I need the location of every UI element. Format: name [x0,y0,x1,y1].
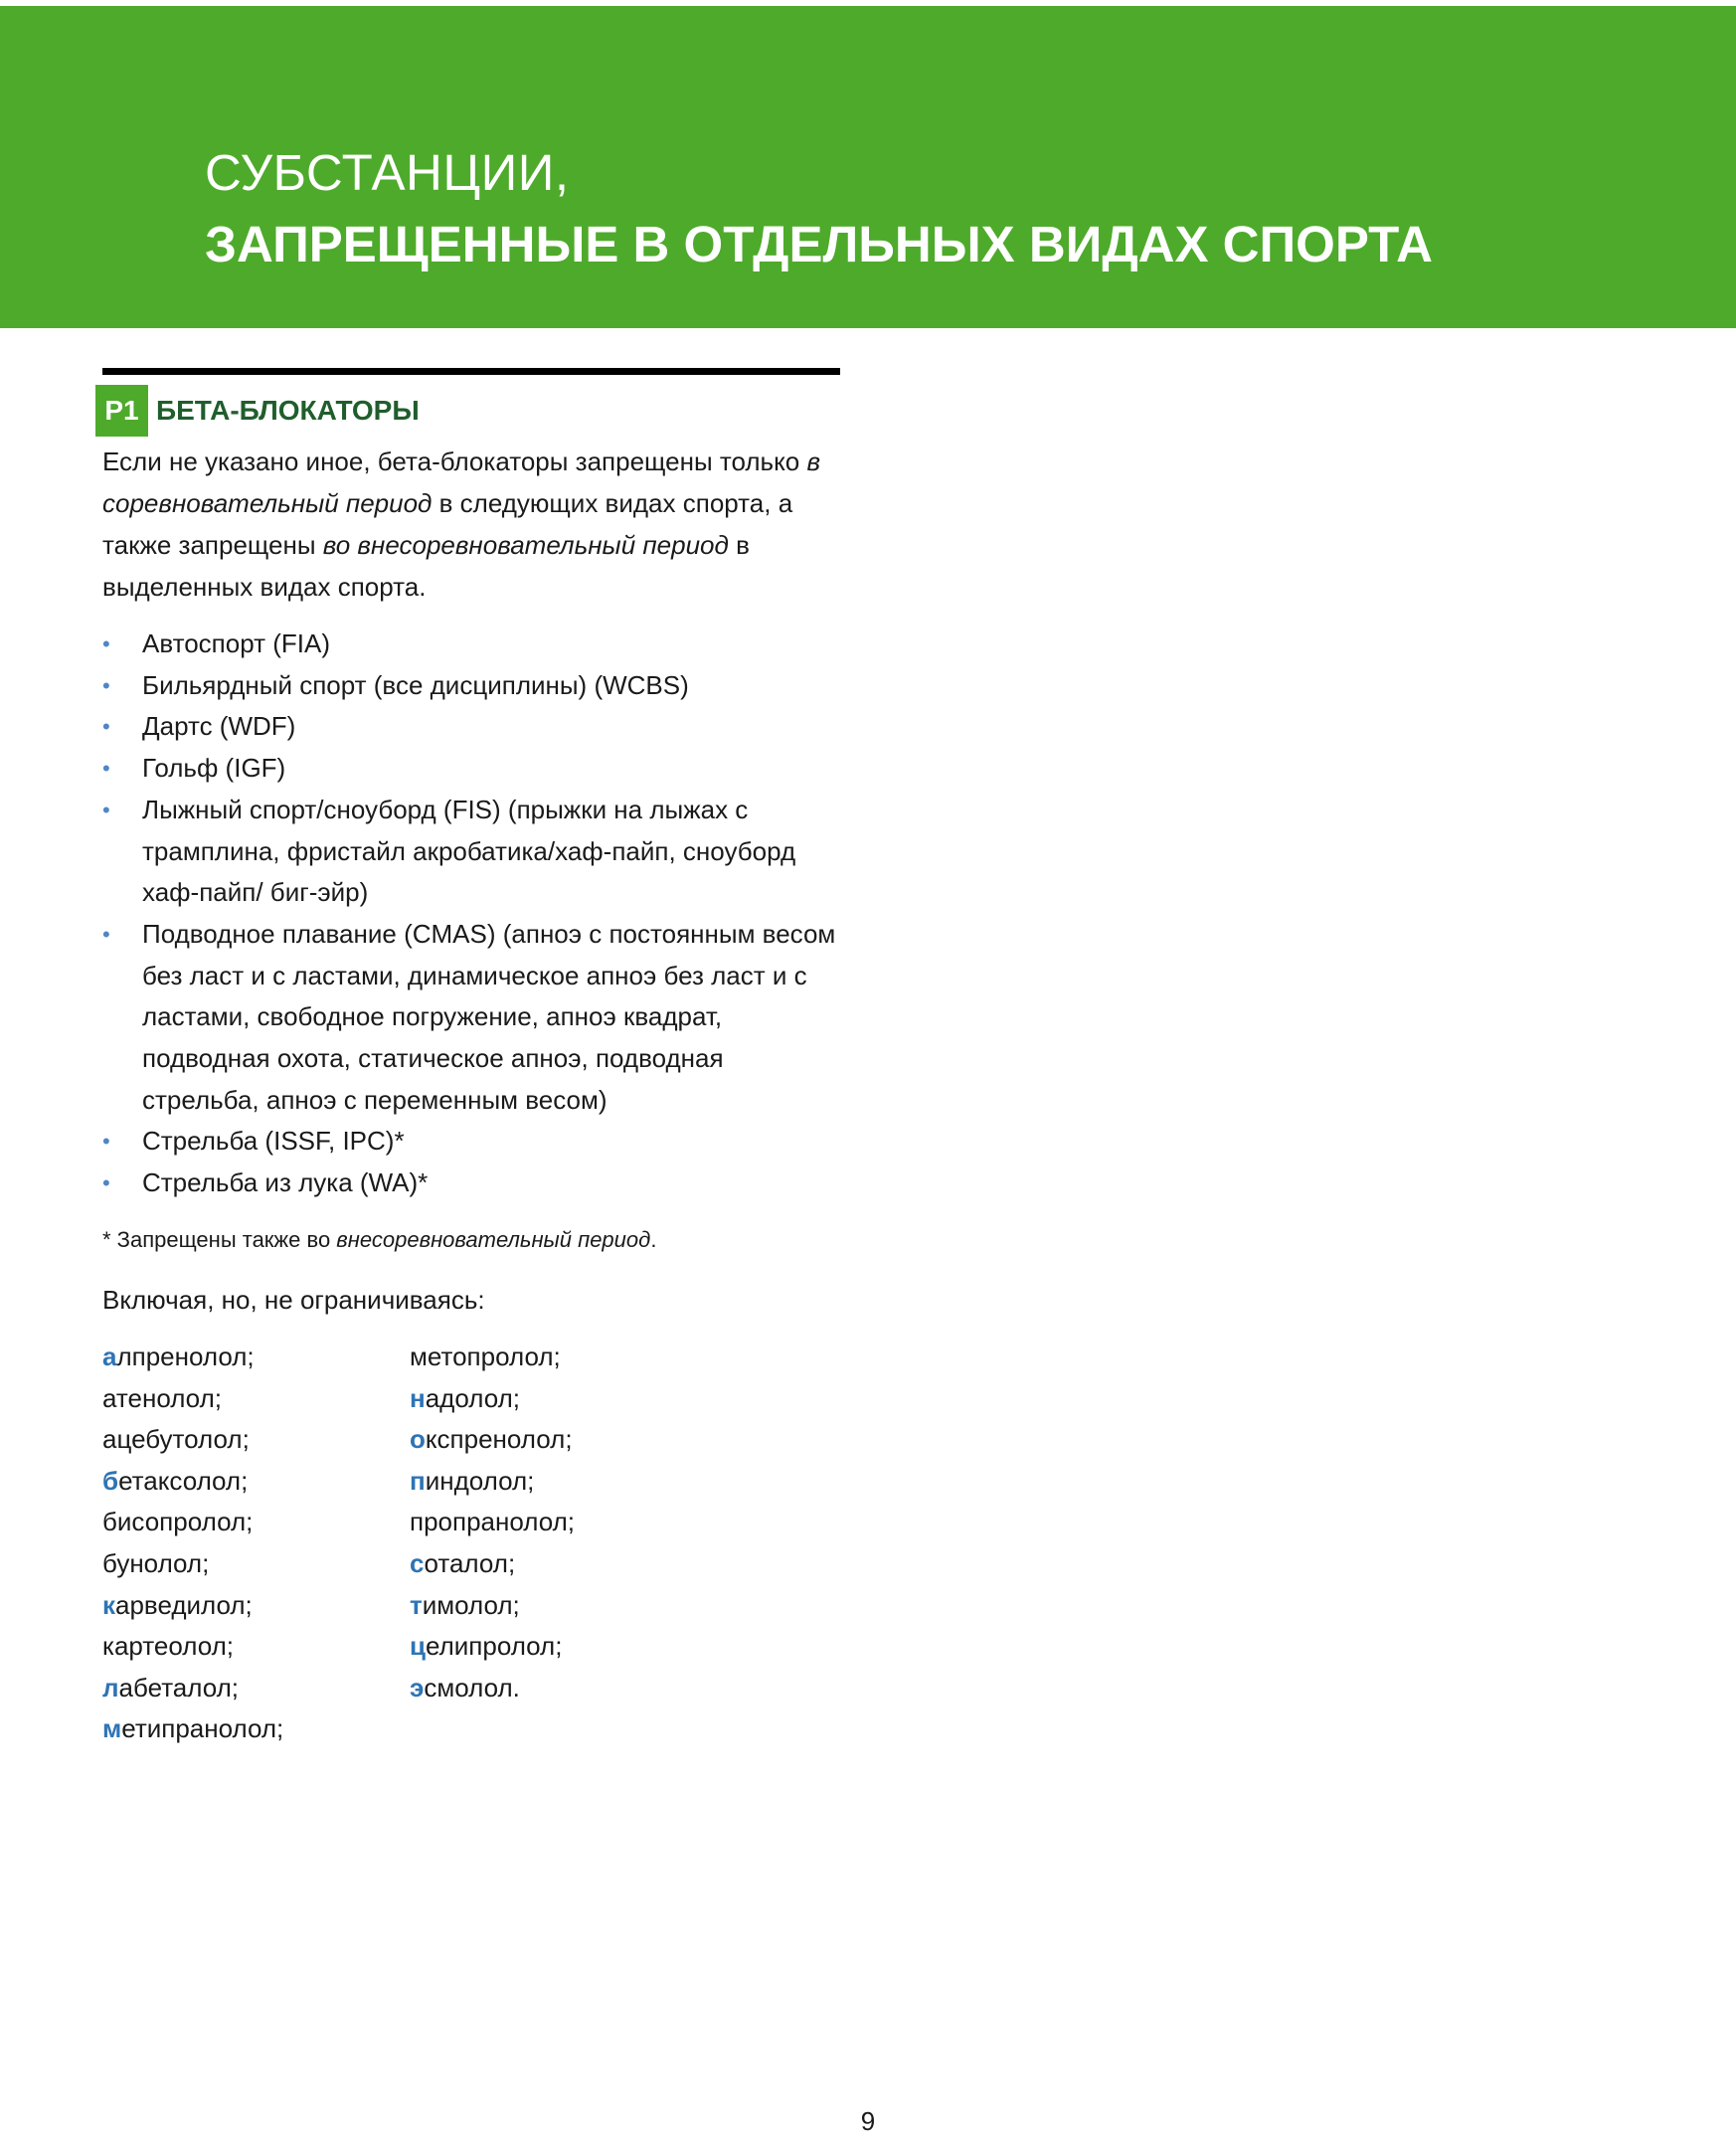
substance-item [410,1585,575,1627]
page-title-line1: СУБСТАНЦИИ, [205,144,570,201]
substance-name-rest: етипранолол; [121,1713,284,1744]
substance-initial: к [102,1631,114,1662]
sport-text: подводная охота, статическое апноэ, подводная [142,1043,724,1074]
header-banner [0,6,1736,328]
intro-text: Если не указано иное, бета-блокаторы запрещены только [102,447,807,476]
section-divider [102,368,840,375]
substance-initial: п [410,1507,425,1537]
sport-list-item-continuation [102,996,835,1038]
substance-name-rest: етопролол; [427,1342,561,1371]
sport-list-item [102,624,835,665]
substance-name-rest: индолол; [425,1465,535,1496]
substance-item [102,1708,283,1750]
section-title: БЕТА-БЛОКАТОРЫ [156,395,420,426]
substance-name-rest: ропранолол; [424,1507,576,1537]
sport-list-item [102,748,835,790]
substance-name-rest: оталол; [424,1547,516,1578]
substance-initial: б [102,1507,117,1537]
sport-text: Лыжный спорт/сноуборд (FIS) (прыжки на лыжах с [142,794,749,824]
sport-list-item-continuation [102,1038,835,1080]
substance-item [410,1543,575,1585]
substances-column-left [102,1337,283,1750]
substance-initial: ц [410,1631,426,1662]
substance-name-rest: цебутолол; [116,1424,250,1455]
substance-initial: к [102,1589,116,1620]
sport-text: стрельба, апноэ с переменным весом) [142,1084,608,1115]
intro-line [102,482,858,524]
sport-text: Дартс (WDF) [142,711,296,742]
substance-name-rest: елипролол; [425,1631,563,1662]
page-title-line2: ЗАПРЕЩЕННЫЕ В ОТДЕЛЬНЫХ ВИДАХ СПОРТА [205,216,1433,272]
substance-initial: м [102,1713,122,1744]
footnote-emphasis: внесоревновательный период [336,1227,651,1252]
substance-initial: б [102,1547,117,1578]
sport-list-item [102,1163,835,1204]
sport-list-item [102,706,835,748]
intro-text: также запрещены [102,530,323,560]
substance-initial: л [102,1672,119,1702]
substance-initial: т [410,1589,423,1620]
sport-text: Стрельба из лука (WA)* [142,1167,429,1198]
substance-name-rest: адолол; [425,1382,520,1413]
substance-initial: а [102,1342,117,1371]
sport-text: Гольф (IGF) [142,753,286,784]
substance-name-rest: тенолол; [115,1382,222,1413]
sport-list-item-continuation [102,831,835,873]
bullet-icon: • [102,756,110,782]
substance-item [102,1378,283,1420]
substance-name-rest: лпренолол; [116,1342,255,1371]
sport-text: ластами, свободное погружение, апноэ квадрат, [142,1001,723,1032]
sport-text: Подводное плавание (CMAS) (апноэ с постоянным весом [142,918,836,949]
substance-name-rest: арведилол; [115,1589,253,1620]
substance-item [410,1419,575,1461]
substance-name-rest: етаксолол; [118,1465,249,1496]
sport-text: Бильярдный спорт (все дисциплины) (WCBS) [142,669,689,700]
substance-name-rest: артеолол; [113,1631,235,1662]
intro-emphasis: во внесоревновательный период [322,530,729,560]
substance-name-rest: абеталол; [118,1672,240,1702]
substance-item [102,1337,283,1378]
substance-item [102,1626,283,1668]
intro-text: в [728,530,750,560]
sport-list-item [102,790,835,831]
substance-item [410,1461,575,1503]
substance-item [102,1502,283,1543]
bullet-icon: • [102,1170,110,1196]
sport-list-item [102,914,835,956]
sport-list-item [102,1121,835,1163]
bullet-icon: • [102,921,110,947]
substance-item [410,1626,575,1668]
intro-text: в следующих видах спорта, а [432,488,793,518]
sport-list-item-continuation [102,1080,835,1122]
sport-list-item-continuation [102,956,835,997]
intro-emphasis: в [806,447,821,476]
substances-column-right [410,1337,575,1708]
substance-item [410,1502,575,1543]
substance-initial: п [410,1465,426,1496]
substance-item [410,1337,575,1378]
substance-name-rest: имолол; [422,1589,520,1620]
bullet-icon: • [102,672,110,698]
sport-text: Автоспорт (FIA) [142,628,330,658]
sport-text: без ласт и с ластами, динамическое апноэ без ласт и с [142,960,807,990]
footnote-text: * Запрещены также во [102,1227,337,1252]
intro-line [102,441,858,482]
substance-item [102,1585,283,1627]
sports-list [102,624,835,1204]
substance-initial: а [102,1382,116,1413]
footnote [102,1223,656,1257]
substance-item [102,1543,283,1585]
substance-name-rest: кспренолол; [425,1424,573,1455]
page-number: 9 [860,2106,876,2136]
bullet-icon: • [102,714,110,740]
sport-text: хаф-пайп/ биг-эйр) [142,877,369,908]
footnote-end: . [650,1227,657,1252]
substance-item [102,1668,283,1709]
substance-item [410,1378,575,1420]
intro-line [102,566,858,608]
substance-item [410,1668,575,1709]
substance-name-rest: исопролол; [116,1507,254,1537]
intro-paragraph [102,441,858,608]
including-label: Включая, но, не ограничиваясь: [102,1285,485,1315]
substance-initial: э [410,1672,425,1702]
substance-initial: а [102,1424,117,1455]
section-code-badge: P1 [95,385,148,437]
substance-initial: с [410,1547,425,1578]
bullet-icon: • [102,1129,110,1155]
intro-text: выделенных видах спорта. [102,572,427,602]
substance-initial: о [410,1424,426,1455]
intro-line [102,524,858,566]
sport-list-item-continuation [102,872,835,914]
substance-initial: м [410,1342,428,1371]
bullet-icon: • [102,631,110,656]
substance-item [102,1461,283,1503]
substance-name-rest: смолол. [424,1672,520,1702]
substance-name-rest: унолол; [116,1547,210,1578]
sport-text: трамплина, фристайл акробатика/хаф-пайп, сноуборд [142,835,796,866]
bullet-icon: • [102,797,110,822]
substance-initial: н [410,1382,426,1413]
intro-emphasis: соревновательный период [102,488,433,518]
sport-list-item [102,665,835,707]
substance-item [102,1419,283,1461]
substance-initial: б [102,1465,119,1496]
sport-text: Стрельба (ISSF, IPC)* [142,1126,405,1157]
